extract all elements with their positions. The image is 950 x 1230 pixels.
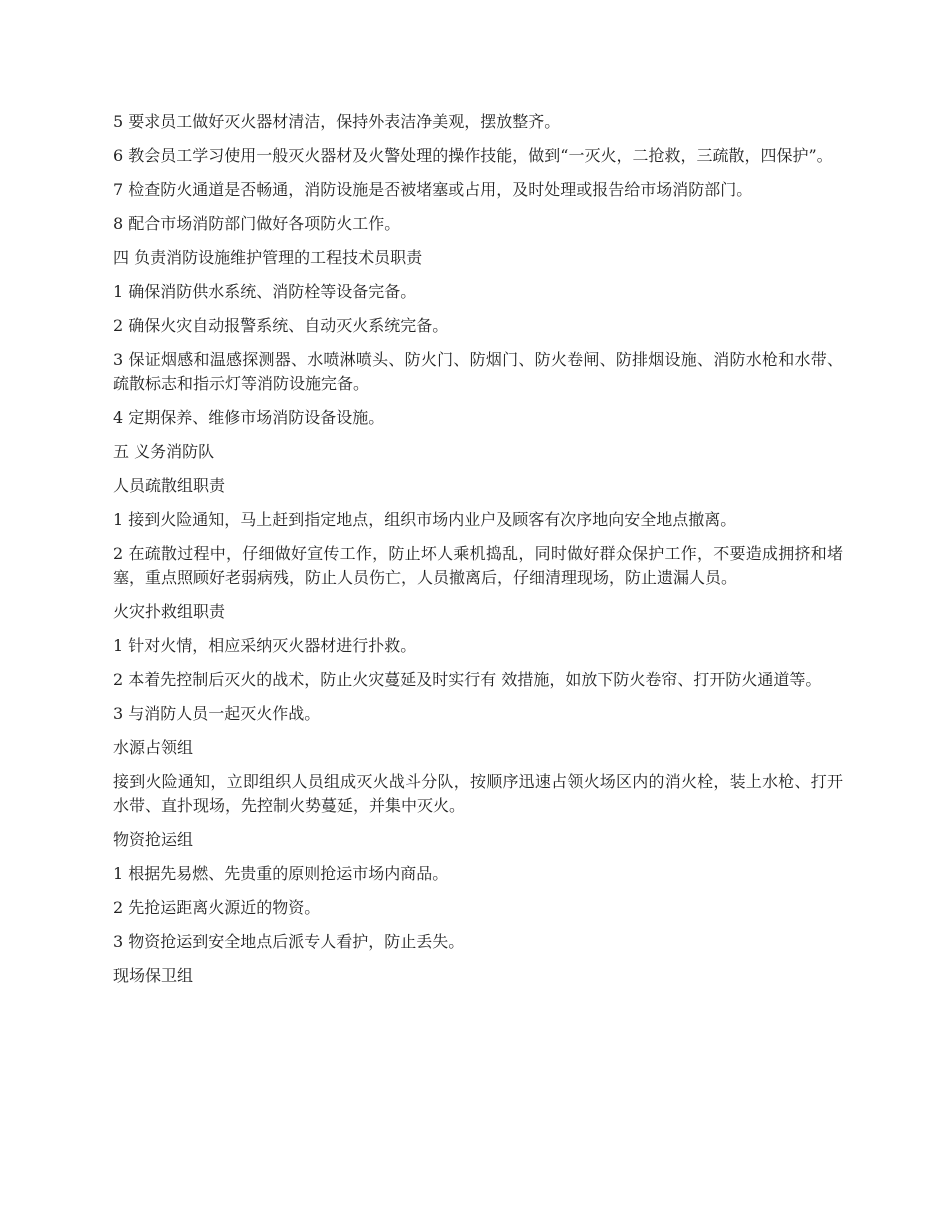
paragraph: 7 检查防火通道是否畅通，消防设施是否被堵塞或占用，及时处理或报告给市场消防部门。 bbox=[113, 180, 753, 199]
paragraph: 3 物资抢运到安全地点后派专人看护，防止丢失。 bbox=[113, 932, 465, 951]
document-body bbox=[113, 110, 843, 998]
paragraph: 4 定期保养、维修市场消防设备设施。 bbox=[113, 408, 385, 427]
paragraph: 2 先抢运距离火源近的物资。 bbox=[113, 898, 321, 917]
paragraph: 5 要求员工做好灭火器材清洁，保持外表洁净美观，摆放整齐。 bbox=[113, 112, 561, 131]
paragraph: 6 教会员工学习使用一般灭火器材及火警处理的操作技能，做到“一灭火，二抢救，三疏散，四保护”。 bbox=[113, 146, 833, 165]
paragraph: 1 确保消防供水系统、消防栓等设备完备。 bbox=[113, 282, 417, 301]
section-heading: 四 负责消防设施维护管理的工程技术员职责 bbox=[113, 248, 423, 267]
subsection-heading: 物资抢运组 bbox=[113, 830, 194, 849]
subsection-heading: 现场保卫组 bbox=[113, 966, 194, 985]
section-heading: 五 义务消防队 bbox=[113, 442, 215, 461]
paragraph: 2 在疏散过程中，仔细做好宣传工作，防止坏人乘机捣乱，同时做好群众保护工作，不要造成拥挤和堵塞，重点照顾好老弱病残，防止人员伤亡，人员撤离后，仔细清理现场，防止遗漏人员。 bbox=[113, 544, 843, 587]
paragraph: 1 针对火情，相应采纳灭火器材进行扑救。 bbox=[113, 636, 417, 655]
paragraph: 1 接到火险通知，马上赶到指定地点，组织市场内业户及顾客有次序地向安全地点撤离。 bbox=[113, 510, 737, 529]
paragraph: 3 与消防人员一起灭火作战。 bbox=[113, 704, 321, 723]
paragraph: 2 本着先控制后灭火的战术，防止火灾蔓延及时实行有 效措施，如放下防火卷帘、打开防火通道等。 bbox=[113, 670, 822, 689]
paragraph: 3 保证烟感和温感探测器、水喷淋喷头、防火门、防烟门、防火卷闸、防排烟设施、消防水枪和水带、疏散标志和指示灯等消防设施完备。 bbox=[113, 350, 843, 393]
paragraph: 接到火险通知，立即组织人员组成灭火战斗分队，按顺序迅速占领火场区内的消火栓，装上水枪、打开水带、直扑现场，先控制火势蔓延，并集中灭火。 bbox=[113, 772, 843, 815]
paragraph: 8 配合市场消防部门做好各项防火工作。 bbox=[113, 214, 401, 233]
paragraph: 1 根据先易燃、先贵重的原则抢运市场内商品。 bbox=[113, 864, 449, 883]
subsection-heading: 水源占领组 bbox=[113, 738, 194, 757]
subsection-heading: 火灾扑救组职责 bbox=[113, 602, 226, 621]
subsection-heading: 人员疏散组职责 bbox=[113, 476, 226, 495]
paragraph: 2 确保火灾自动报警系统、自动灭火系统完备。 bbox=[113, 316, 449, 335]
